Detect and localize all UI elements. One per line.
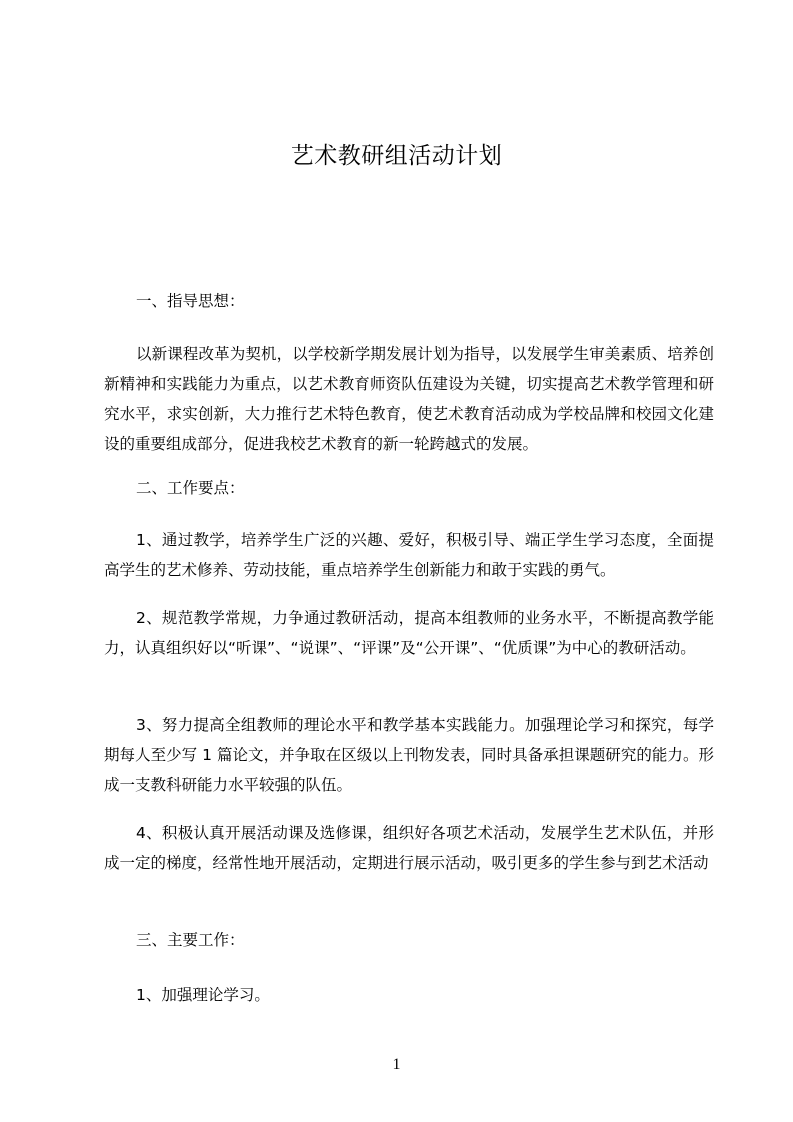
section-heading-main-work: 三、主要工作：: [136, 931, 245, 949]
main-work-item-1: 1、加强理论学习。: [136, 986, 270, 1004]
paragraph-point-1: 1、通过教学，培养学生广泛的兴趣、爱好，积极引导、端正学生学习态度，全面提高学生的艺术修养、劳动技能，重点培养学生创新能力和敢于实践的勇气。: [104, 531, 714, 579]
page-number: 1: [392, 1056, 401, 1073]
section-heading-work-points: 二、工作要点：: [136, 479, 245, 497]
paragraph-guiding-ideology: 以新课程改革为契机，以学校新学期发展计划为指导，以发展学生审美素质、培养创新精神和实践能力为重点，以艺术教育师资队伍建设为关键，切实提高艺术教学管理和研究水平，求实创新，大力推行艺术特色教育，使艺术教育活动成为学校品牌和校园文化建设的重要组成部分，促进我校艺术教育的新一轮跨越式的发展。: [104, 345, 714, 453]
paragraph-point-2: 2、规范教学常规，力争通过教研活动，提高本组教师的业务水平，不断提高教学能力，认真组织好以“听课”、“说课”、“评课”及“公开课”、“优质课”为中心的教研活动。: [104, 609, 714, 657]
section-heading-guiding-ideology: 一、指导思想：: [136, 292, 245, 310]
document-title: 艺术教研组活动计划: [290, 143, 503, 169]
paragraph-point-3: 3、努力提高全组教师的理论水平和教学基本实践能力。加强理论学习和探究，每学期每人至少写 1 篇论文，并争取在区级以上刊物发表，同时具备承担课题研究的能力。形成一支教科研能力水平较强的队伍。: [104, 716, 714, 794]
paragraph-point-4: 4、积极认真开展活动课及选修课，组织好各项艺术活动，发展学生艺术队伍，并形成一定的梯度，经常性地开展活动，定期进行展示活动，吸引更多的学生参与到艺术活动: [104, 824, 714, 872]
